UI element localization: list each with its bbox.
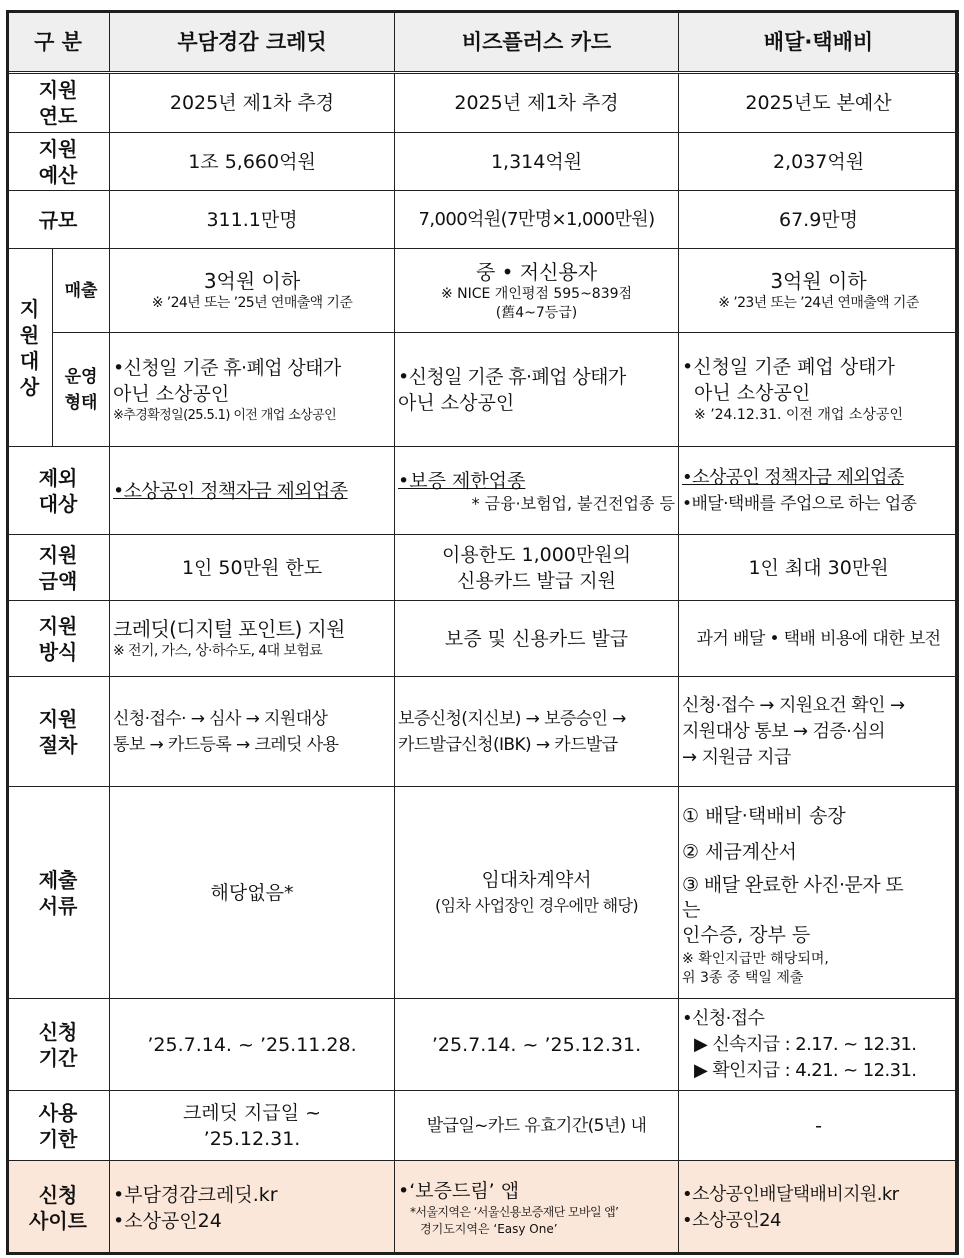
label-sales: 매출 xyxy=(53,249,110,333)
amount-col1: 1인 50만원 한도 xyxy=(110,535,395,601)
label-operation-line1: 운영 xyxy=(64,366,98,387)
header-category: 구 분 xyxy=(7,11,110,73)
site-col2-note2: 경기도지역은 ‘Easy One’ xyxy=(420,1221,558,1236)
label-amount-line2: 금액 xyxy=(38,568,78,593)
documents-col1: 해당없음* xyxy=(110,787,395,999)
year-col1: 2025년 제1차 추경 xyxy=(110,73,395,133)
documents-col3-item3a: ③ 배달 완료한 사진·문자 또 xyxy=(682,873,904,896)
sales-col1-note: ※ ’24년 또는 ’25년 연매출액 기준 xyxy=(151,295,353,311)
documents-col2-line1: 임대차계약서 xyxy=(481,868,592,891)
sales-col2-note1: ※ NICE 개인평점 595~839점 xyxy=(440,285,633,302)
label-site-line2: 사이트 xyxy=(29,1208,87,1233)
label-year-line1: 지원 xyxy=(38,78,78,102)
label-target-char1: 지 xyxy=(19,296,40,321)
usage-col3: - xyxy=(679,1091,959,1161)
year-col2: 2025년 제1차 추경 xyxy=(395,73,679,133)
procedure-col2-line2: 카드발급신청(IBK) → 카드발급 xyxy=(398,734,618,755)
scale-col3: 67.9만명 xyxy=(679,191,959,249)
sales-col2-main: 중 • 저신용자 xyxy=(475,259,598,284)
exclusion-col3-line2: •배달·택배를 주업으로 하는 업종 xyxy=(682,493,917,514)
procedure-col1-line2: 통보 → 카드등록 → 크레딧 사용 xyxy=(113,734,339,755)
documents-col3-item1: ① 배달·택배비 송장 xyxy=(682,804,846,827)
scale-col2: 7,000억원(7만명×1,000만원) xyxy=(395,191,679,249)
label-exclusion-line1: 제외 xyxy=(38,465,78,490)
method-col1-main: 크레딧(디지털 포인트) 지원 xyxy=(113,617,345,641)
label-scale: 규모 xyxy=(7,191,110,249)
label-documents-line2: 서류 xyxy=(38,893,78,918)
procedure-col3-line3: → 지원금 지급 xyxy=(682,746,791,768)
operation-col2-line2: 아닌 소상공인 xyxy=(398,391,515,414)
year-col3: 2025년도 본예산 xyxy=(679,73,959,133)
operation-col2-line1: •신청일 기준 휴·폐업 상태가 xyxy=(398,365,626,388)
period-col3-line3: ▶ 확인지급 : 4.21. ~ 12.31. xyxy=(694,1059,917,1081)
sales-col3-note: ※ ’23년 또는 ’24년 연매출액 기준 xyxy=(718,295,919,311)
operation-col3-line1: •신청일 기준 폐업 상태가 xyxy=(682,356,895,378)
method-col3: 과거 배달 • 택배 비용에 대한 보전 xyxy=(679,601,959,677)
usage-col2: 발급일~카드 유효기간(5년) 내 xyxy=(395,1091,679,1161)
label-period-line2: 기간 xyxy=(38,1045,78,1070)
header-col3: 배달·택배비 xyxy=(679,11,959,73)
documents-col3-note2: 위 3종 중 택일 제출 xyxy=(682,969,804,986)
label-period-line1: 신청 xyxy=(38,1019,78,1044)
method-col1-note: ※ 전기, 가스, 상·하수도, 4대 보험료 xyxy=(113,643,323,659)
header-col2: 비즈플러스 카드 xyxy=(395,11,679,73)
site-col3-link2[interactable]: •소상공인24 xyxy=(682,1209,781,1231)
label-usage-line1: 사용 xyxy=(38,1100,78,1125)
label-procedure-line1: 지원 xyxy=(38,706,78,731)
operation-col3-note: ※ ’24.12.31. 이전 개업 소상공인 xyxy=(694,407,903,423)
period-col3-line2: ▶ 신속지급 : 2.17. ~ 12.31. xyxy=(694,1033,917,1055)
operation-col1-line2: 아닌 소상공인 xyxy=(113,383,230,405)
budget-col3: 2,037억원 xyxy=(679,133,959,191)
documents-col3-item3c: 인수증, 장부 등 xyxy=(682,923,811,946)
amount-col2-line2: 신용카드 발급 지원 xyxy=(457,569,616,592)
label-method-line1: 지원 xyxy=(38,613,78,638)
label-amount-line1: 지원 xyxy=(38,542,78,567)
label-usage-line2: 기한 xyxy=(38,1126,78,1151)
procedure-col1-line1: 신청·접수· → 심사 → 지원대상 xyxy=(113,708,328,729)
label-target-char3: 대 xyxy=(19,348,40,373)
documents-col2-line2: (임차 사업장인 경우에만 해당) xyxy=(435,895,639,915)
procedure-col3-line2: 지원대상 통보 → 검증·심의 xyxy=(682,720,885,742)
sales-col3-main: 3억원 이하 xyxy=(770,269,867,293)
scale-col1: 311.1만명 xyxy=(110,191,395,249)
table-outer-border xyxy=(6,10,958,1255)
label-target-char2: 원 xyxy=(19,322,40,347)
documents-col3-item2: ② 세금계산서 xyxy=(682,840,797,863)
site-col2-note1: *서울지역은 ‘서울신용보증재단 모바일 앱’ xyxy=(410,1204,619,1219)
exclusion-col1-text: •소상공인 정책자금 제외업종 xyxy=(113,479,348,502)
operation-col3-line2: 아닌 소상공인 xyxy=(694,382,811,404)
usage-col1-line2: ’25.12.31. xyxy=(203,1127,301,1150)
procedure-col2-line1: 보증신청(지신보) → 보증승인 → xyxy=(398,708,626,729)
documents-col3-note1: ※ 확인지급만 해당되며, xyxy=(682,950,829,967)
site-col2-link1[interactable]: •‘보증드림’ 앱 xyxy=(398,1179,520,1202)
label-method-line2: 방식 xyxy=(38,639,78,664)
label-documents-line1: 제출 xyxy=(38,867,78,892)
documents-col3-item3b: 는 xyxy=(682,898,701,921)
method-col2: 보증 및 신용카드 발급 xyxy=(395,601,679,677)
label-budget-line1: 지원 xyxy=(38,136,78,161)
exclusion-col3-line1: •소상공인 정책자금 제외업종 xyxy=(682,466,904,488)
period-col2: ’25.7.14. ~ ’25.12.31. xyxy=(395,999,679,1091)
operation-col1-line1: •신청일 기준 휴·폐업 상태가 xyxy=(113,357,341,379)
period-col3-line1: •신청·접수 xyxy=(682,1007,765,1029)
site-col3-link1[interactable]: •소상공인배달택배비지원.kr xyxy=(682,1183,899,1205)
label-procedure-line2: 절차 xyxy=(38,732,78,757)
site-col1-link2[interactable]: •소상공인24 xyxy=(113,1209,222,1232)
label-budget-line2: 예산 xyxy=(38,162,78,187)
operation-col1-note: ※추경확정일(25.5.1) 이전 개업 소상공인 xyxy=(113,408,337,423)
sales-col2-note2: (舊4~7등급) xyxy=(495,304,578,321)
period-col1: ’25.7.14. ~ ’25.11.28. xyxy=(110,999,395,1091)
budget-col1: 1조 5,660억원 xyxy=(110,133,395,191)
procedure-col3-line1: 신청·접수 → 지원요건 확인 → xyxy=(682,694,905,716)
amount-col3: 1인 최대 30만원 xyxy=(679,535,959,601)
label-year-line2: 연도 xyxy=(38,104,78,128)
exclusion-col2-line2: * 금융·보험업, 불건전업종 등 xyxy=(471,494,676,513)
label-site-line1: 신청 xyxy=(38,1182,78,1207)
label-target-char4: 상 xyxy=(19,374,40,399)
header-col1: 부담경감 크레딧 xyxy=(110,11,395,73)
usage-col1-line1: 크레딧 지급일 ~ xyxy=(182,1101,322,1124)
label-exclusion-line2: 대상 xyxy=(38,491,78,516)
label-operation-line2: 형태 xyxy=(64,392,98,413)
exclusion-col2-line1: •보증 제한업종 xyxy=(398,470,526,492)
site-col1-link1[interactable]: •부담경감크레딧.kr xyxy=(113,1183,278,1206)
sales-col1-main: 3억원 이하 xyxy=(203,269,301,293)
budget-col2: 1,314억원 xyxy=(395,133,679,191)
amount-col2-line1: 이용한도 1,000만원의 xyxy=(442,543,631,566)
